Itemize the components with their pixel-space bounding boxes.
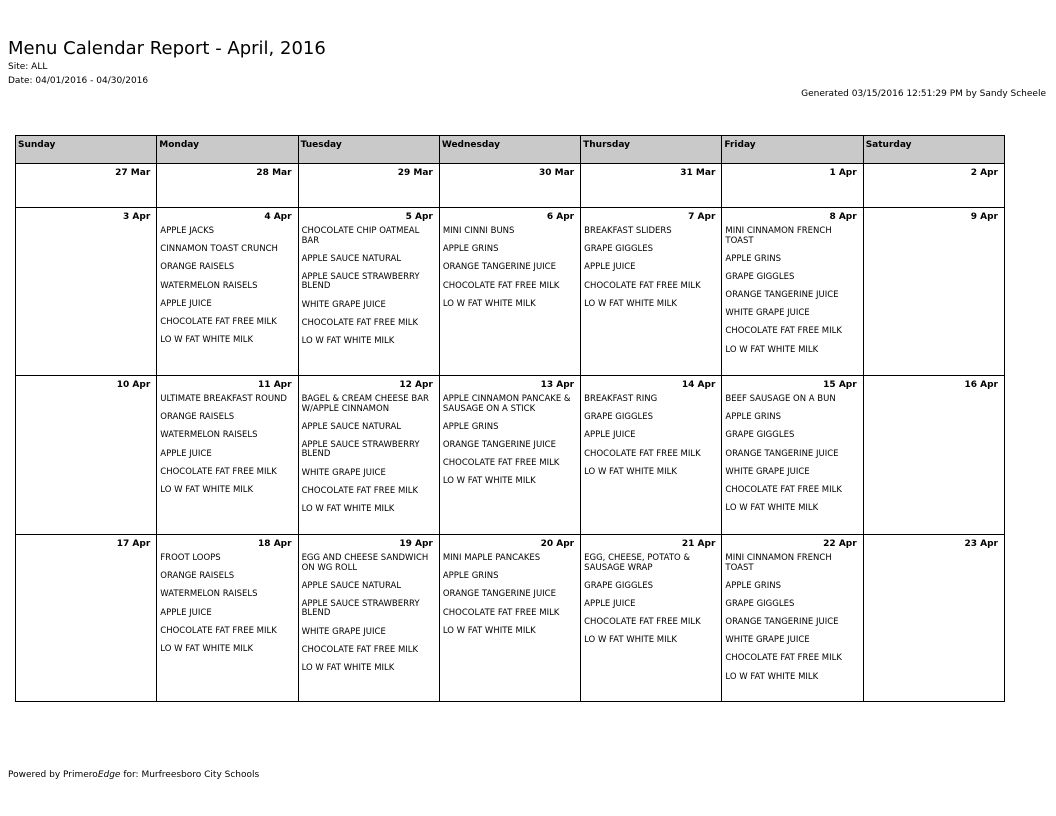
day-cell <box>16 164 157 208</box>
date-label: 4 Apr <box>264 212 292 222</box>
menu-item: CHOCOLATE FAT FREE MILK <box>442 280 560 291</box>
menu-item: APPLE GRINS <box>442 421 499 432</box>
date-label: 1 Apr <box>829 168 857 178</box>
day-cell <box>157 164 298 208</box>
menu-item: CHOCOLATE CHIP OATMEAL BAR <box>301 226 420 246</box>
calendar-body <box>16 164 1005 702</box>
menu-item: APPLE SAUCE STRAWBERRY BLEND <box>301 598 420 619</box>
menu-item: CHOCOLATE FAT FREE MILK <box>160 625 277 636</box>
menu-list <box>724 395 859 514</box>
menu-item: CHOCOLATE FAT FREE MILK <box>160 466 277 477</box>
menu-list <box>583 554 718 646</box>
date-range-label: Date: 04/01/2016 - 04/30/2016 <box>8 76 149 86</box>
day-header-friday: Friday <box>722 136 863 164</box>
menu-item: ORANGE TANGERINE JUICE <box>725 617 839 628</box>
date-label: 8 Apr <box>829 212 857 222</box>
date-label: 18 Apr <box>258 539 292 549</box>
menu-item: APPLE GRINS <box>442 571 499 582</box>
menu-item: CHOCOLATE FAT FREE MILK <box>442 458 560 469</box>
date-label: 9 Apr <box>970 212 998 222</box>
date-label: 2 Apr <box>970 168 998 178</box>
menu-item: GRAPE GIGGLES <box>725 271 795 282</box>
menu-item: ORANGE RAISELS <box>160 412 235 423</box>
menu-item: ORANGE TANGERINE JUICE <box>725 290 839 301</box>
date-label: 31 Mar <box>680 168 716 178</box>
menu-item: APPLE JUICE <box>160 298 212 309</box>
week-row <box>16 376 1005 535</box>
menu-item: EGG, CHEESE, POTATO & SAUSAGE WRAP <box>584 553 691 573</box>
date-label: 29 Mar <box>397 168 433 178</box>
menu-item: ORANGE TANGERINE JUICE <box>725 448 839 459</box>
footer-brand-edge: Edge <box>97 770 121 780</box>
day-cell <box>16 535 157 702</box>
day-cell <box>722 208 863 376</box>
day-cell <box>581 208 722 376</box>
day-header-row <box>16 136 1005 164</box>
menu-item: APPLE CINNAMON PANCAKE & SAUSAGE ON A STICK <box>442 394 571 414</box>
menu-item: LO W FAT WHITE MILK <box>584 635 677 646</box>
date-label: 14 Apr <box>681 380 716 390</box>
menu-item: APPLE JACKS <box>160 226 215 236</box>
menu-item: ORANGE TANGERINE JUICE <box>442 262 556 273</box>
menu-item: APPLE SAUCE NATURAL <box>301 580 402 591</box>
day-header-wednesday: Wednesday <box>439 136 580 164</box>
menu-item: ULTIMATE BREAKFAST ROUND <box>160 394 287 404</box>
day-cell <box>439 376 580 535</box>
menu-item: MINI MAPLE PANCAKES <box>442 553 541 563</box>
menu-list <box>442 554 577 636</box>
menu-item: LO W FAT WHITE MILK <box>584 298 677 309</box>
menu-item: LO W FAT WHITE MILK <box>725 671 819 682</box>
menu-item: CHOCOLATE FAT FREE MILK <box>442 607 560 618</box>
menu-item: CHOCOLATE FAT FREE MILK <box>301 485 419 496</box>
day-cell <box>298 535 439 702</box>
menu-calendar <box>15 135 1005 702</box>
menu-item: BREAKFAST RING <box>584 394 658 404</box>
day-cell <box>863 376 1004 535</box>
day-cell <box>581 535 722 702</box>
menu-item: MINI CINNAMON FRENCH TOAST <box>725 226 832 246</box>
day-header-saturday: Saturday <box>863 136 1004 164</box>
date-label: 17 Apr <box>116 539 151 549</box>
date-label: 21 Apr <box>681 539 716 549</box>
footer <box>8 770 259 781</box>
menu-list <box>159 395 294 495</box>
footer-powered-by: Powered by Primero <box>8 770 98 780</box>
date-label: 13 Apr <box>540 380 575 390</box>
day-cell <box>16 208 157 376</box>
menu-item: ORANGE TANGERINE JUICE <box>442 589 556 600</box>
generated-info: Generated 03/15/2016 12:51:29 PM by Sandy Scheele <box>801 89 1046 99</box>
date-label: 19 Apr <box>399 539 433 549</box>
menu-item: APPLE JUICE <box>584 262 636 273</box>
menu-item: GRAPE GIGGLES <box>725 430 795 441</box>
menu-list <box>724 227 859 355</box>
menu-item: LO W FAT WHITE MILK <box>442 298 536 309</box>
menu-item: WATERMELON RAISELS <box>160 430 258 441</box>
menu-item: LO W FAT WHITE MILK <box>584 466 677 477</box>
menu-item: APPLE JUICE <box>160 448 212 459</box>
day-cell <box>581 164 722 208</box>
menu-list <box>442 395 577 487</box>
menu-item: APPLE SAUCE STRAWBERRY BLEND <box>301 439 420 460</box>
menu-item: WATERMELON RAISELS <box>160 589 258 600</box>
date-label: 20 Apr <box>540 539 575 549</box>
menu-item: LO W FAT WHITE MILK <box>160 643 254 654</box>
date-label: 16 Apr <box>964 380 998 390</box>
calendar-header <box>16 136 1005 164</box>
date-label: 3 Apr <box>123 212 151 222</box>
menu-item: FROOT LOOPS <box>160 553 221 563</box>
menu-item: APPLE JUICE <box>584 598 636 609</box>
menu-list <box>159 227 294 346</box>
day-cell <box>157 208 298 376</box>
menu-item: LO W FAT WHITE MILK <box>442 476 536 487</box>
report-title: Menu Calendar Report - April, 2016 <box>8 38 326 59</box>
day-cell <box>863 164 1004 208</box>
menu-item: WHITE GRAPE JUICE <box>301 467 386 478</box>
menu-item: CHOCOLATE FAT FREE MILK <box>725 653 842 664</box>
date-label: 6 Apr <box>546 212 575 222</box>
menu-item: CINNAMON TOAST CRUNCH <box>160 244 278 255</box>
menu-item: GRAPE GIGGLES <box>584 412 654 423</box>
menu-item: LO W FAT WHITE MILK <box>725 344 819 355</box>
day-cell <box>722 376 863 535</box>
menu-item: CHOCOLATE FAT FREE MILK <box>725 484 842 495</box>
week-row <box>16 535 1005 702</box>
day-cell <box>722 535 863 702</box>
day-cell <box>439 164 580 208</box>
date-label: 7 Apr <box>688 212 716 222</box>
menu-item: ORANGE RAISELS <box>160 262 235 273</box>
menu-item: BAGEL & CREAM CHEESE BAR W/APPLE CINNAMON <box>301 394 429 414</box>
menu-item: WHITE GRAPE JUICE <box>301 299 386 310</box>
menu-item: APPLE GRINS <box>442 244 499 255</box>
menu-list <box>159 554 294 654</box>
menu-item: GRAPE GIGGLES <box>725 598 795 609</box>
day-header-thursday: Thursday <box>581 136 722 164</box>
day-header-tuesday: Tuesday <box>298 136 439 164</box>
date-label: 11 Apr <box>258 380 292 390</box>
day-cell <box>722 164 863 208</box>
menu-item: CHOCOLATE FAT FREE MILK <box>301 644 419 655</box>
day-cell <box>16 376 157 535</box>
menu-item: LO W FAT WHITE MILK <box>725 503 819 514</box>
menu-list <box>301 227 436 346</box>
menu-item: LO W FAT WHITE MILK <box>160 335 254 346</box>
footer-district: for: Murfreesboro City Schools <box>120 770 260 780</box>
menu-item: LO W FAT WHITE MILK <box>301 662 395 673</box>
day-cell <box>863 208 1004 376</box>
menu-item: EGG AND CHEESE SANDWICH ON WG ROLL <box>301 553 429 573</box>
date-label: 27 Mar <box>115 168 151 178</box>
menu-item: BREAKFAST SLIDERS <box>584 226 672 236</box>
menu-list <box>301 395 436 514</box>
menu-item: WHITE GRAPE JUICE <box>301 626 386 637</box>
menu-item: WATERMELON RAISELS <box>160 280 258 291</box>
menu-item: CHOCOLATE FAT FREE MILK <box>584 617 701 628</box>
menu-item: APPLE GRINS <box>725 253 782 264</box>
menu-item: LO W FAT WHITE MILK <box>160 484 254 495</box>
menu-item: CHOCOLATE FAT FREE MILK <box>584 280 701 291</box>
menu-item: APPLE SAUCE STRAWBERRY BLEND <box>301 271 420 292</box>
menu-item: LO W FAT WHITE MILK <box>442 625 536 636</box>
menu-item: CHOCOLATE FAT FREE MILK <box>160 316 277 327</box>
date-label: 12 Apr <box>399 380 433 390</box>
menu-item: APPLE SAUCE NATURAL <box>301 421 402 432</box>
date-label: 15 Apr <box>823 380 857 390</box>
menu-item: MINI CINNI BUNS <box>442 226 515 236</box>
day-cell <box>298 164 439 208</box>
menu-item: WHITE GRAPE JUICE <box>725 308 810 319</box>
date-label: 5 Apr <box>405 212 433 222</box>
day-cell <box>157 535 298 702</box>
day-header-sunday: Sunday <box>16 136 157 164</box>
menu-item: APPLE JUICE <box>584 430 636 441</box>
menu-item: WHITE GRAPE JUICE <box>725 466 810 477</box>
menu-list <box>583 395 718 477</box>
day-header-monday: Monday <box>157 136 298 164</box>
day-cell <box>581 376 722 535</box>
day-cell <box>298 376 439 535</box>
week-row <box>16 164 1005 208</box>
menu-item: APPLE GRINS <box>725 580 782 591</box>
menu-list <box>442 227 577 309</box>
menu-item: APPLE GRINS <box>725 412 782 423</box>
menu-item: WHITE GRAPE JUICE <box>725 635 810 646</box>
menu-item: LO W FAT WHITE MILK <box>301 335 395 346</box>
menu-item: APPLE JUICE <box>160 607 212 618</box>
menu-item: LO W FAT WHITE MILK <box>301 503 395 514</box>
menu-item: BEEF SAUSAGE ON A BUN <box>725 394 836 404</box>
day-cell <box>439 535 580 702</box>
day-cell <box>863 535 1004 702</box>
date-label: 30 Mar <box>538 168 575 178</box>
day-cell <box>439 208 580 376</box>
menu-list <box>583 227 718 309</box>
date-label: 23 Apr <box>964 539 998 549</box>
menu-item: CHOCOLATE FAT FREE MILK <box>725 326 842 337</box>
menu-item: GRAPE GIGGLES <box>584 244 654 255</box>
menu-item: CHOCOLATE FAT FREE MILK <box>584 448 701 459</box>
menu-item: ORANGE TANGERINE JUICE <box>442 439 556 450</box>
date-label: 10 Apr <box>116 380 151 390</box>
menu-item: APPLE SAUCE NATURAL <box>301 253 402 264</box>
date-label: 28 Mar <box>256 168 292 178</box>
day-cell <box>157 376 298 535</box>
day-cell <box>298 208 439 376</box>
menu-item: GRAPE GIGGLES <box>584 580 654 591</box>
site-label: Site: ALL <box>8 62 48 72</box>
menu-list <box>301 554 436 673</box>
week-row <box>16 208 1005 376</box>
menu-list <box>724 554 859 682</box>
menu-item: CHOCOLATE FAT FREE MILK <box>301 317 419 328</box>
date-label: 22 Apr <box>823 539 857 549</box>
menu-item: ORANGE RAISELS <box>160 571 235 582</box>
menu-item: MINI CINNAMON FRENCH TOAST <box>725 553 832 573</box>
